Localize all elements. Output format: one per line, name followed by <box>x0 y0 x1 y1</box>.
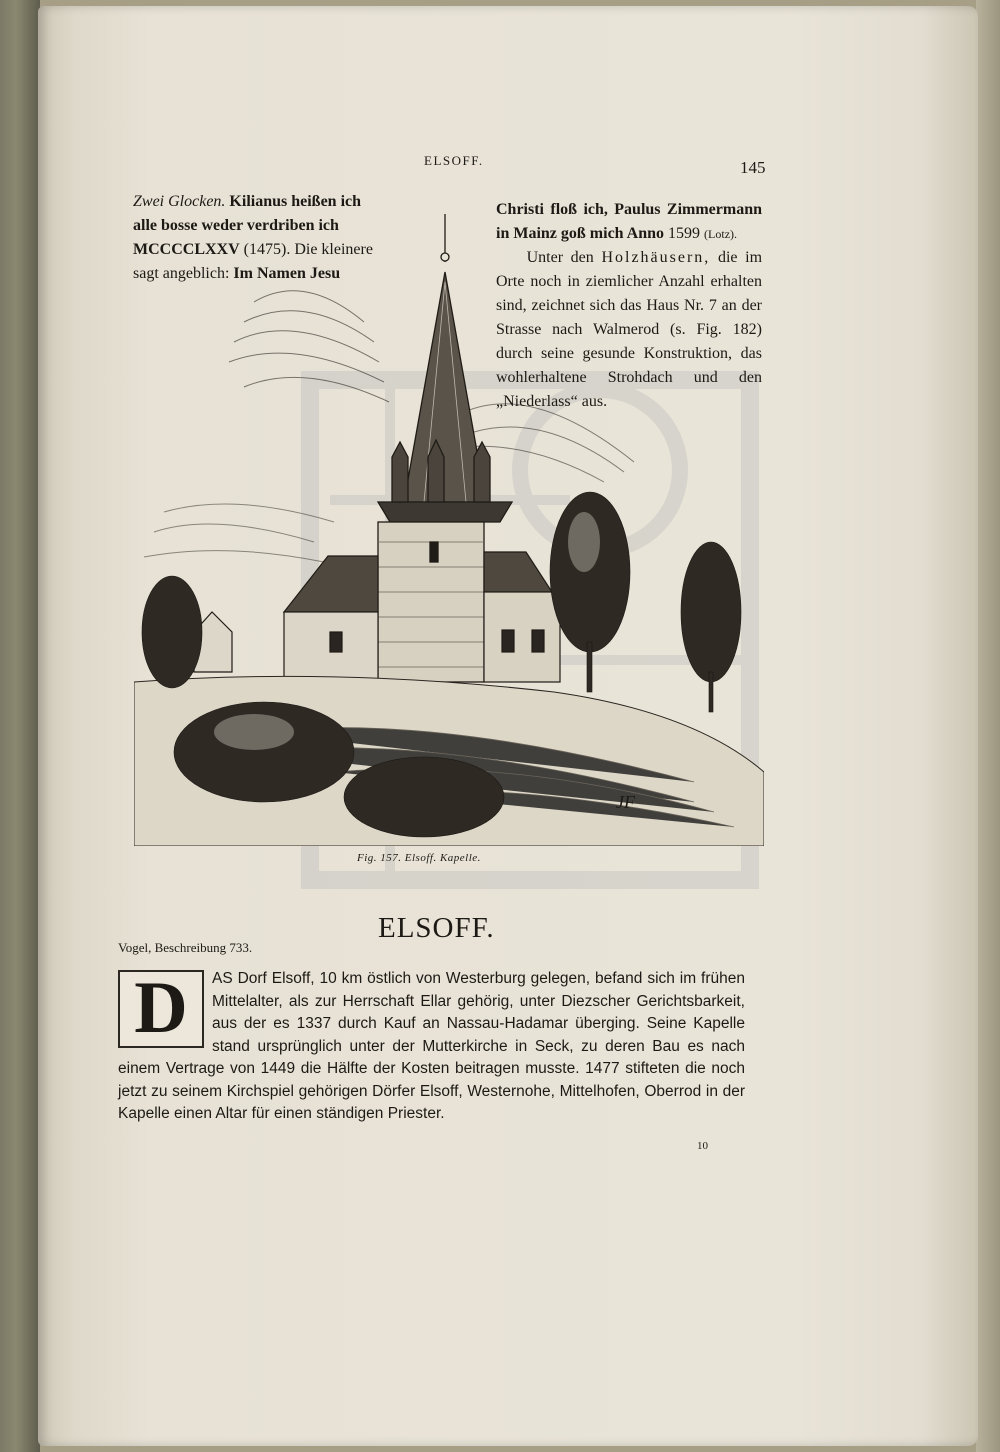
spaced-word: Holzhäusern, <box>601 249 711 266</box>
margin-reference: Vogel, Beschreibung 733. <box>118 940 253 955</box>
year-roman: MCCCCLXXV <box>133 241 240 258</box>
inscription-text-3: Im Namen Jesu <box>233 265 341 282</box>
ornamental-drop-cap: D <box>118 970 204 1048</box>
chapel-illustration <box>134 212 764 846</box>
signature-mark: 10 <box>697 1140 708 1152</box>
inscription-text-2: (1475). Die kleinere sagt angeblich: <box>133 241 373 282</box>
inscription-text-1: Kilianus heißen ich alle bosse weder verdriben ich <box>133 193 362 234</box>
section-title: ELSOFF. <box>378 912 495 944</box>
inscription-year: 1599 <box>668 225 701 242</box>
body-text: AS Dorf Elsoff, 10 km östlich von Westerburg gelegen, befand sich im frühen Mittelalter, als zur Herrschaft Ellar gehörig, unter Diezscher Gerichtsbarkeit, aus der es 1337 durch Kauf an Nassau-Hadamar überging. Seine Kapelle stand ursprünglich unter der Mutterkirche in Seck, zu deren Bau es nach einem Vertrage von 1449 die Hälfte der Kosten beitragen musste. 1477 stifteten die noch jetzt zu seinem Kirchspiel gehörigen Dörfer Elsoff, Westernohe, Mittelhofen, Oberrod in der Kapelle einen Altar für einen ständigen Priester. <box>118 970 745 1122</box>
nave <box>194 552 560 682</box>
page-number: 145 <box>740 158 766 177</box>
lead-italic: Zwei Glocken. <box>133 193 226 210</box>
paragraph-rest: die im Orte noch in ziemlicher Anzahl erhalten sind, zeichnet sich das Haus Nr. 7 an der Strasse nach Walmerod (s. Fig. 182) durch seine gesunde Konstruktion, das wohlerhaltene Strohdach und den „Niederlass“ aus. <box>496 249 763 410</box>
body-paragraph <box>118 968 745 1126</box>
book-cover-right-edge <box>976 0 1000 1452</box>
source-reference: (Lotz). <box>704 227 738 241</box>
figure-caption: Fig. 157. Elsoff. Kapelle. <box>357 852 481 864</box>
paragraph-start: Unter den <box>526 249 594 266</box>
running-header: ELSOFF. <box>424 153 484 168</box>
book-cover-left-edge <box>0 0 40 1452</box>
inscription-continuation: Christi floß ich, Paulus Zimmermann in Mainz goß mich Anno <box>496 201 762 242</box>
artist-monogram: JF <box>616 792 635 812</box>
